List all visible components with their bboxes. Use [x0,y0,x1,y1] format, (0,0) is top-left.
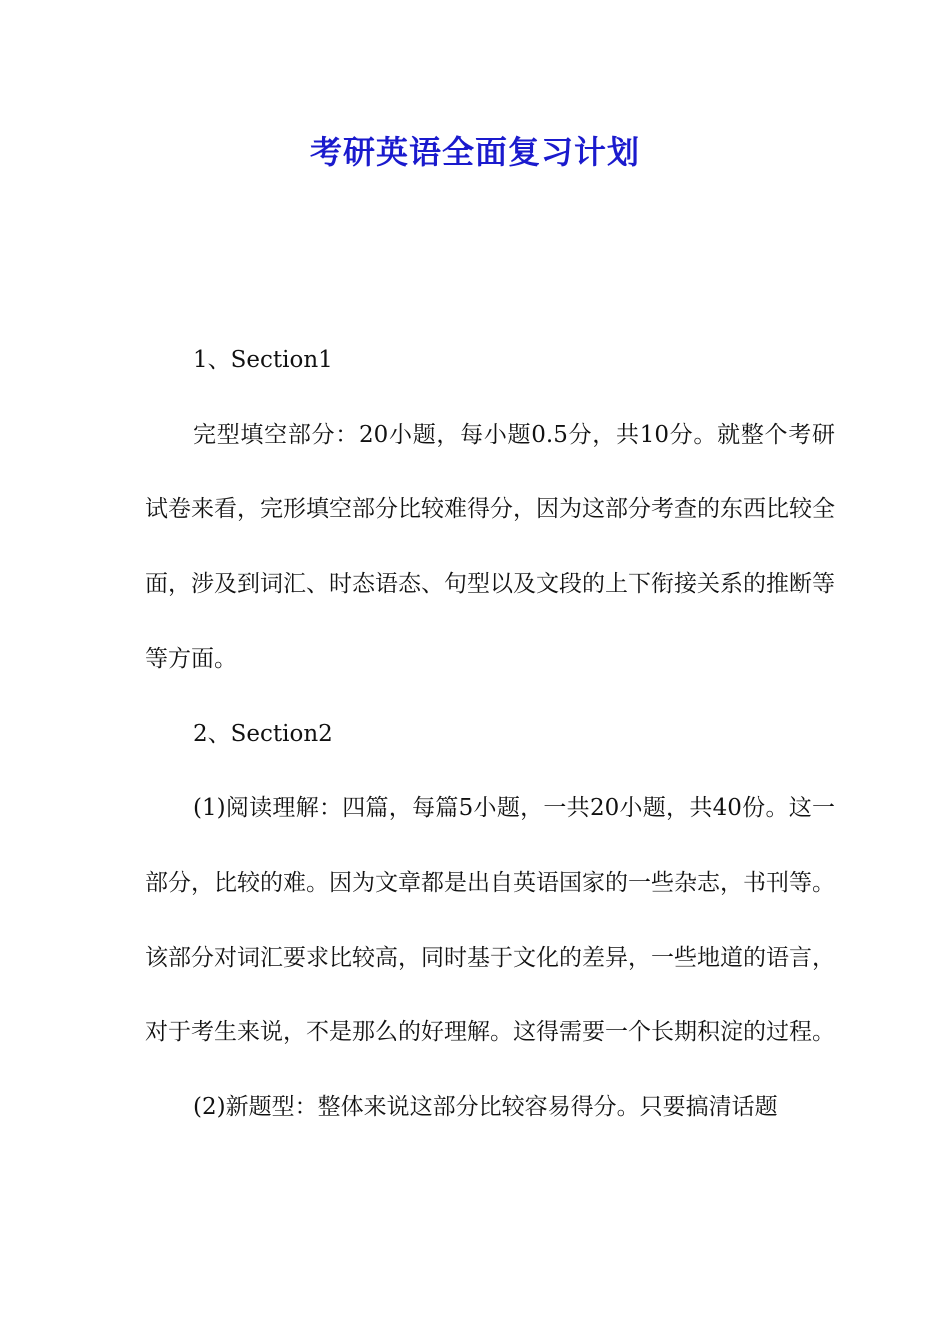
paragraph: 完型填空部分：20小题，每小题0.5分，共10分。就整个考研试卷来看，完形填空部分比较难得分，因为这部分考查的东西比较全面，涉及到词汇、时态语态、句型以及文段的上下衔接关系的推断等等方面。 [145,421,835,672]
paragraph: (1)阅读理解：四篇，每篇5小题，一共20小题，共40份。这一部分，比较的难。因为文章都是出自英语国家的一些杂志，书刊等。该部分对词汇要求比较高，同时基于文化的差异，一些地道的语言，对于考生来说，不是那么的好理解。这得需要一个长期积淀的过程。 [145,795,835,1046]
section-heading: 2、Section2 [193,720,333,747]
document-title: 考研英语全面复习计划 [309,133,640,171]
section-heading: 1、Section1 [193,347,333,373]
document-body [145,323,835,1145]
paragraph: (2)新题型：整体来说这部分比较容易得分。只要搞清话题 [193,1094,778,1121]
